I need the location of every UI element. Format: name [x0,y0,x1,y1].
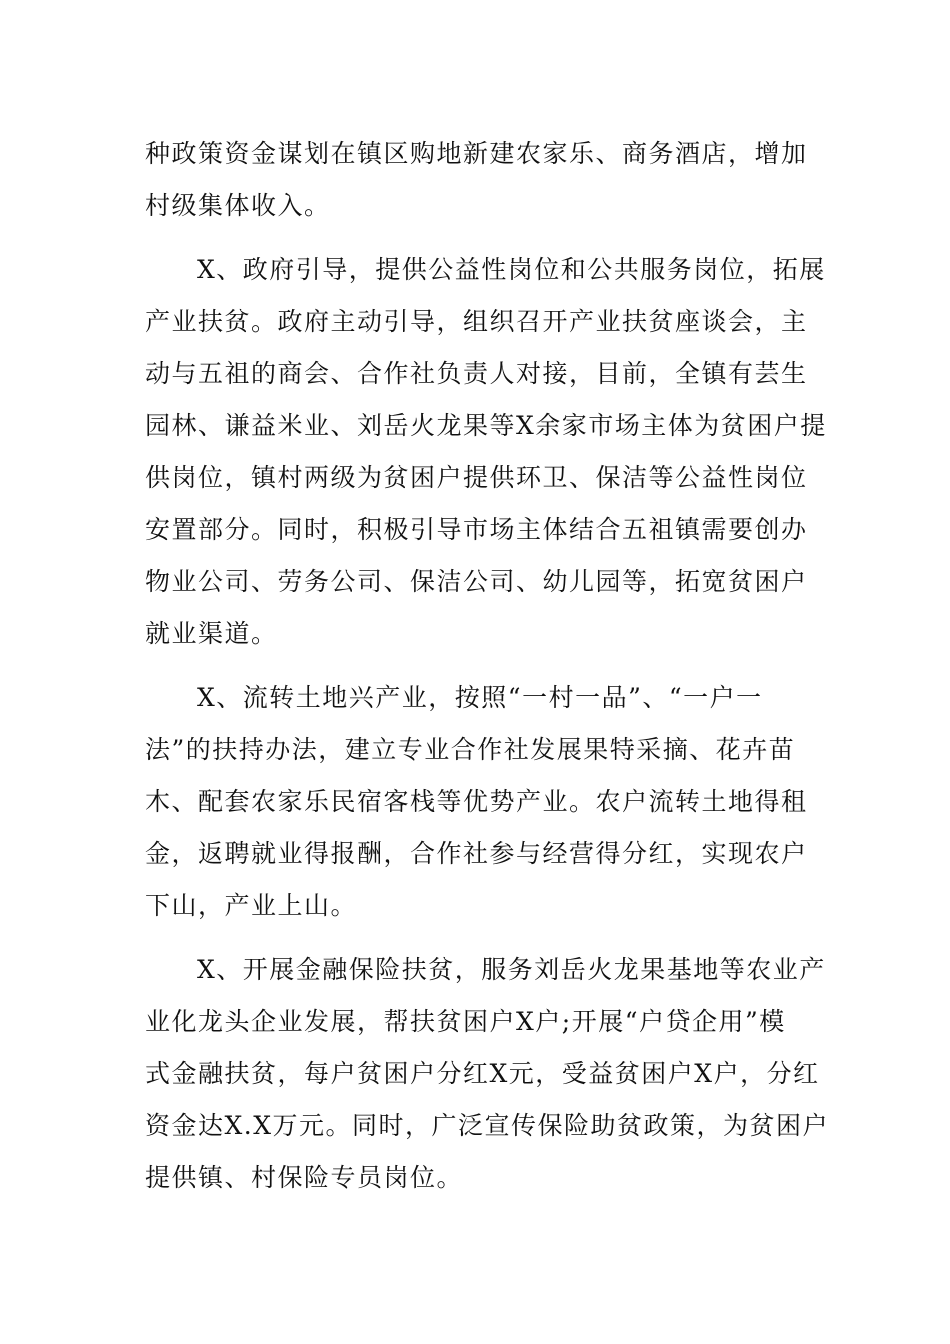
text-line: 资金达X.X万元。同时，广泛宣传保险助贫政策，为贫困户 [145,1111,830,1140]
text-line: X、政府引导，提供公益性岗位和公共服务岗位，拓展 [197,255,826,284]
text-line: 种政策资金谋划在镇区购地新建农家乐、商务酒店，增加 [145,139,808,168]
text-line: 安置部分。同时，积极引导市场主体结合五祖镇需要创办 [145,515,808,544]
text-line: 动与五祖的商会、合作社负责人对接，目前，全镇有芸生 [145,359,808,388]
text-line: 提供镇、村保险专员岗位。 [145,1163,464,1192]
text-line: 园林、谦益米业、刘岳火龙果等X余家市场主体为贫困户提 [145,411,827,440]
text-line: 法”的扶持办法，建立专业合作社发展果特采摘、花卉苗 [145,735,796,764]
paragraph-land-transfer [145,672,808,932]
text-line: 供岗位，镇村两级为贫困户提供环卫、保洁等公益性岗位 [145,463,808,492]
text-line: X、流转土地兴产业，按照“一村一品”、“一户一 [197,683,763,712]
text-line: 木、配套农家乐民宿客栈等优势产业。农户流转土地得租 [145,787,808,816]
text-line: 金，返聘就业得报酬，合作社参与经营得分红，实现农户 [145,839,808,868]
text-line: 产业扶贫。政府主动引导，组织召开产业扶贫座谈会，主 [145,307,808,336]
paragraph-financial-insurance [145,944,830,1204]
text-line: 业化龙头企业发展，帮扶贫困户X户;开展“户贷企用”模 [145,1007,786,1036]
document-body [145,128,830,1216]
paragraph-continuation [145,128,808,232]
text-line: X、开展金融保险扶贫，服务刘岳火龙果基地等农业产 [197,955,826,984]
text-line: 式金融扶贫，每户贫困户分红X元，受益贫困户X户，分红 [145,1059,820,1088]
text-line: 下山，产业上山。 [145,891,358,920]
text-line: 村级集体收入。 [145,191,331,220]
text-line: 物业公司、劳务公司、保洁公司、幼儿园等，拓宽贫困户 [145,567,808,596]
paragraph-government-guidance [145,244,827,660]
text-line: 就业渠道。 [145,619,278,648]
